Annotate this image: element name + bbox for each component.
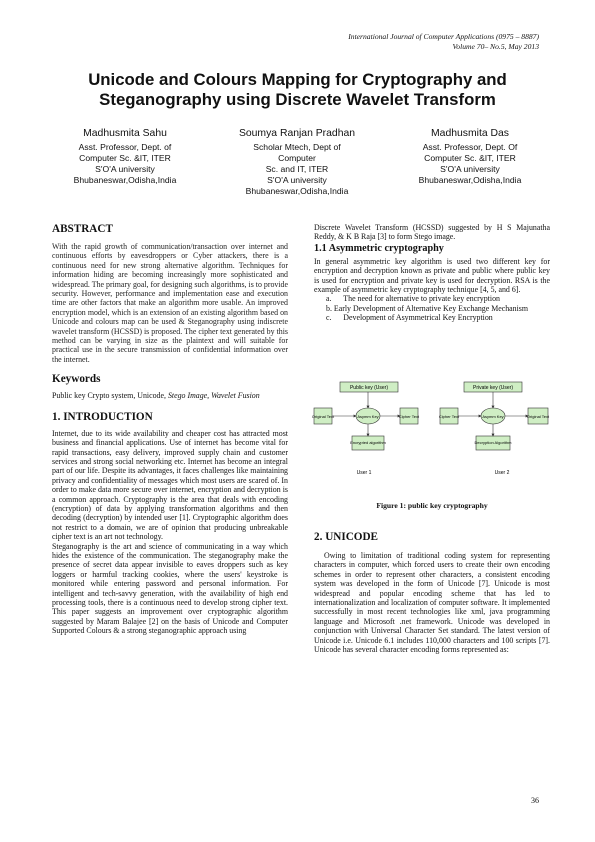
right-column <box>314 223 550 323</box>
user2-diagram <box>439 382 550 476</box>
list-item-a: a. The need for alternative to private key encryption <box>326 294 500 304</box>
author-name: Madhusmita Sahu <box>83 128 167 139</box>
introduction-paragraph-1: Internet, due to its wide availability and cheaper cost has attracted most business and financial applications. Use of internet has become vital for rapid transactions, easy delivery, improved supply chain and customer services and strong social networking etc. Internet has become an integral part of our life. Despite its advantages, it faces challenges like maintaining privacy and confidentiality of messages which most users are scared of. In order to make data more secure over internet, encryption and decryption is a common approach. Cryptography is the area that deals with encoding (encryption) of data by applying transformation algorithms and then decoding (decryption) by intended user [1]. Cryptographic algorithm does not restrict to a domain, we are of opinion that producing unbreakable cipher text is an art not technology. <box>52 428 288 542</box>
list-item-b: b. Early Development of Alternative Key Exchange Mechanism <box>326 303 529 313</box>
title-line-2: Steganography using Discrete Wavelet Transform <box>99 90 496 109</box>
public-key-label: Public key (User) <box>349 385 389 391</box>
keywords-heading: Keywords <box>52 373 101 386</box>
list-item-c: c. Development of Asymmetrical Key Encryption <box>326 313 493 323</box>
right-column-lower <box>314 530 550 654</box>
author-name: Soumya Ranjan Pradhan <box>238 128 356 139</box>
journal-header <box>348 32 539 52</box>
author-1 <box>50 127 200 186</box>
author-affiliation-line: Computer <box>278 153 316 163</box>
author-affiliation-line: Bhubaneswar,Odisha,India <box>245 186 349 196</box>
figure-caption: Figure 1: public key cryptography <box>376 501 488 510</box>
author-affiliation-line: Bhubaneswar,Odisha,India <box>418 175 522 185</box>
encrypted-algorithm-label: Encrypted algorithm <box>350 440 386 445</box>
section-1-1-heading: 1.1 Asymmetric cryptography <box>314 242 444 254</box>
cipher-text-label-2: Cipher Text <box>438 414 460 419</box>
author-affiliation-line: Computer Sc. &IT, ITER <box>424 153 516 163</box>
user1-diagram <box>312 382 420 476</box>
author-affiliation-line: Bhubaneswar,Odisha,India <box>73 175 177 185</box>
cipher-text-label: Cipher Text <box>398 414 420 419</box>
private-key-label: Private key (User) <box>472 385 514 391</box>
journal-volume: Volume 70– No.5, May 2013 <box>452 42 539 51</box>
keywords-plain: Public key Crypto system, Unicode, <box>52 391 168 401</box>
unicode-heading: 2. UNICODE <box>314 531 379 543</box>
section-1-1-text: In general asymmetric key algorithm is used two different key for encryption and decryption known as private and public where public key is used for encryption and private key is used for decryption. RSA is the example of asymmetric key cryptography technique [4, 5, and 6]. <box>314 256 550 295</box>
author-affiliation-line: Asst. Professor, Dept. Of <box>422 142 518 152</box>
keywords-italic: Stego Image, Wavelet Fusion <box>167 391 260 401</box>
author-affiliation-line: S'O'A university <box>440 164 500 174</box>
introduction-paragraph-2: Steganography is the art and science of communicating in a way which hides the existence of the communication. The steganography make the presence of secret data appear invisible to eaves droppers such as key loggers or harmful tracking cookies, where the users' keystroke is monitored while entering password and personal information. For intelligent and tech-savvy generation, with the availability of high end processing tools, there is a continuous need to develop strong cipher text. This paper suggests an improvement over cryptographic algorithm suggested by Maram Balajee [2] on the basis of Unicode and Computer Supported Colours & a strong steganographic approach using <box>52 541 288 636</box>
author-affiliation-line: Asst. Professor, Dept. of <box>78 142 172 152</box>
introduction-heading: 1. INTRODUCTION <box>52 410 153 423</box>
author-affiliation-line: S'O'A university <box>95 164 155 174</box>
author-affiliation-line: Scholar Mtech, Dept of <box>253 142 341 152</box>
user2-label: User 2 <box>494 470 510 476</box>
title-line-1: Unicode and Colours Mapping for Cryptography and <box>88 70 507 89</box>
journal-name: International Journal of Computer Applications (0975 – 8887) <box>348 32 539 41</box>
author-affiliation-line: Computer Sc. &IT, ITER <box>79 153 171 163</box>
author-name: Madhusmita Das <box>431 128 509 139</box>
author-affiliation-line: S'O'A university <box>267 175 327 185</box>
intro-continuation-text: Discrete Wavelet Transform (HCSSD) suggested by H S Majunatha Reddy, & K B Raja [3] to form Stego image. <box>314 223 550 242</box>
left-column <box>52 222 288 636</box>
author-2 <box>222 127 372 197</box>
decryption-algorithm-label: Decryption Algorithm <box>474 440 512 445</box>
asymm-key-label: Asymm Key <box>357 414 379 419</box>
page-number: 36 <box>531 796 539 805</box>
user1-label: User 1 <box>356 470 372 476</box>
asymm-key-label-2: Asymm Key <box>482 414 504 419</box>
keywords-text <box>52 391 288 400</box>
abstract-text: With the rapid growth of communication/transaction over internet and continuous efforts by eavesdroppers or Cyber attackers, there is a continuous need for new strong alternative algorithm. Techniques for information hiding are becoming increasingly more sophisticated and widespread. The primary goal, for designing such algorithms, is to provide security. However, performance and implementation ease and execution time are other factors that make an algorithm more usable. An improved encryption model, which is an extension of an existing algorithm based on Unicode and colours map can be used & Steganography using indiscrete wavelet transform (HCSSD) is proposed. The cipher text generated by this method can be varying in size as the plaintext and will suitable for practical use in the secure transmission of confidential information over the internet. <box>52 242 288 364</box>
abstract-heading: ABSTRACT <box>52 223 113 235</box>
original-text-label-2: Original Text <box>526 414 550 419</box>
unicode-text: Owing to limitation of traditional coding system for representing characters in computer, which forced users to create their own encoding schemes in order to represent other characters, a consistent encoding system was developed in the form of Unicode [7]. Unicode is most widespread and popular encoding scheme that has led to internationalization and localization of computer software. It implemented successfully in most recent technologies like xml, java programming language and Microsoft .net framework. Unicode was developed in conjunction with Universal Character Set standard. The latest version of Unicode i.e. Unicode 6.1 includes 110,000 characters and 100 scripts [7]. Unicode has several character encoding forms represented as: <box>314 551 550 655</box>
paper-title <box>40 70 555 110</box>
author-3 <box>395 127 545 186</box>
figure-public-key-cryptography <box>312 378 552 482</box>
author-affiliation-line: Sc. and IT, ITER <box>265 164 329 174</box>
original-text-label: Original Text <box>312 414 335 419</box>
